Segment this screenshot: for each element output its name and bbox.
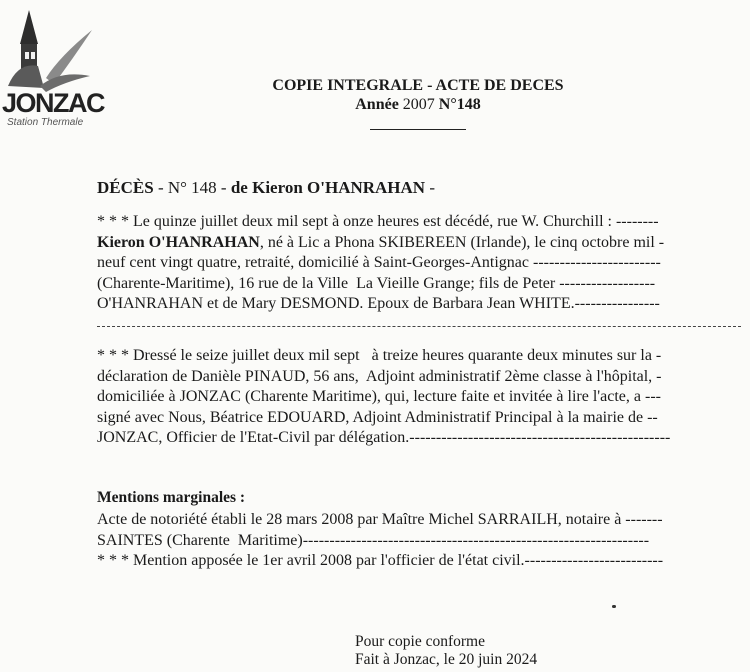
deceased-name: Kieron O'HANRAHAN	[97, 233, 260, 251]
document-title: COPIE INTEGRALE - ACTE DE DECES	[272, 77, 564, 94]
jonzac-logo	[0, 6, 112, 130]
year-label: Année	[355, 96, 399, 113]
body-line: * * * Le quinze juillet deux mil sept à onze heures est décédé, rue W. Churchill : --------	[97, 213, 659, 230]
body-line: déclaration de Danièle PINAUD, 56 ans, Adjoint administratif 2ème classe à l'hôpital, -	[97, 367, 662, 385]
logo-tagline: Station Thermale	[7, 117, 84, 128]
body-line: * * * Dressé le seize juillet deux mil sept à treize heures quarante deux minutes sur la -	[97, 347, 662, 364]
header-rule	[370, 129, 466, 130]
year-value: 2007	[402, 96, 435, 113]
record-person: de Kieron O'HANRAHAN	[230, 178, 426, 197]
body-line: domiciliée à JONZAC (Charente Maritime), qui, lecture faite et invitée à lire l'acte, a ---	[97, 388, 661, 405]
mention-line: SAINTES (Charente Maritime)-----------------------------------------------------------------	[97, 531, 650, 549]
body-line: signé avec Nous, Béatrice EDOUARD, Adjoint Administratif Principal à la mairie de --	[97, 408, 658, 426]
church-tower-icon	[0, 6, 112, 96]
record-type: DÉCÈS	[97, 178, 154, 197]
death-declaration-paragraph	[97, 212, 664, 315]
body-line: neuf cent vingt quatre, retraité, domicilié à Saint-Georges-Antignac ------------------------	[97, 254, 661, 271]
footer-line-2: Fait à Jonzac, le 20 juin 2024	[355, 651, 538, 668]
certification-footer	[355, 633, 537, 669]
separator-line	[97, 326, 741, 327]
mention-line: Acte de notoriété établi le 28 mars 2008 par Maître Michel SARRAILH, notaire à -------	[97, 511, 663, 528]
document-year-line	[228, 95, 608, 114]
record-sep2: -	[425, 178, 436, 197]
drafting-paragraph	[97, 346, 670, 449]
mentions-paragraph	[97, 510, 663, 572]
document-header	[228, 76, 608, 130]
body-line: (Charente-Maritime), 16 rue de la Ville La Vieille Grange; fils de Peter ------------------	[97, 274, 656, 292]
record-sep1: - N° 148 -	[153, 178, 231, 197]
body-line: JONZAC, Officier de l'Etat-Civil par délégation.-------------------------------------------------	[97, 429, 671, 446]
mentions-heading: Mentions marginales :	[97, 489, 246, 506]
body-line: , né à Lic a Phona SKIBEREEN (Irlande), le cinq octobre mil -	[259, 233, 665, 251]
ink-speck	[612, 605, 616, 608]
body-line: O'HANRAHAN et de Mary DESMOND. Epoux de Barbara Jean WHITE.----------------	[97, 295, 660, 312]
logo-wordmark: JONZAC	[2, 88, 105, 118]
record-number: N°148	[438, 96, 481, 113]
record-title	[97, 178, 435, 198]
footer-line-1: Pour copie conforme	[355, 633, 485, 650]
mention-line: * * * Mention apposée le 1er avril 2008 par l'officier de l'état civil.--------------------------	[97, 552, 664, 569]
